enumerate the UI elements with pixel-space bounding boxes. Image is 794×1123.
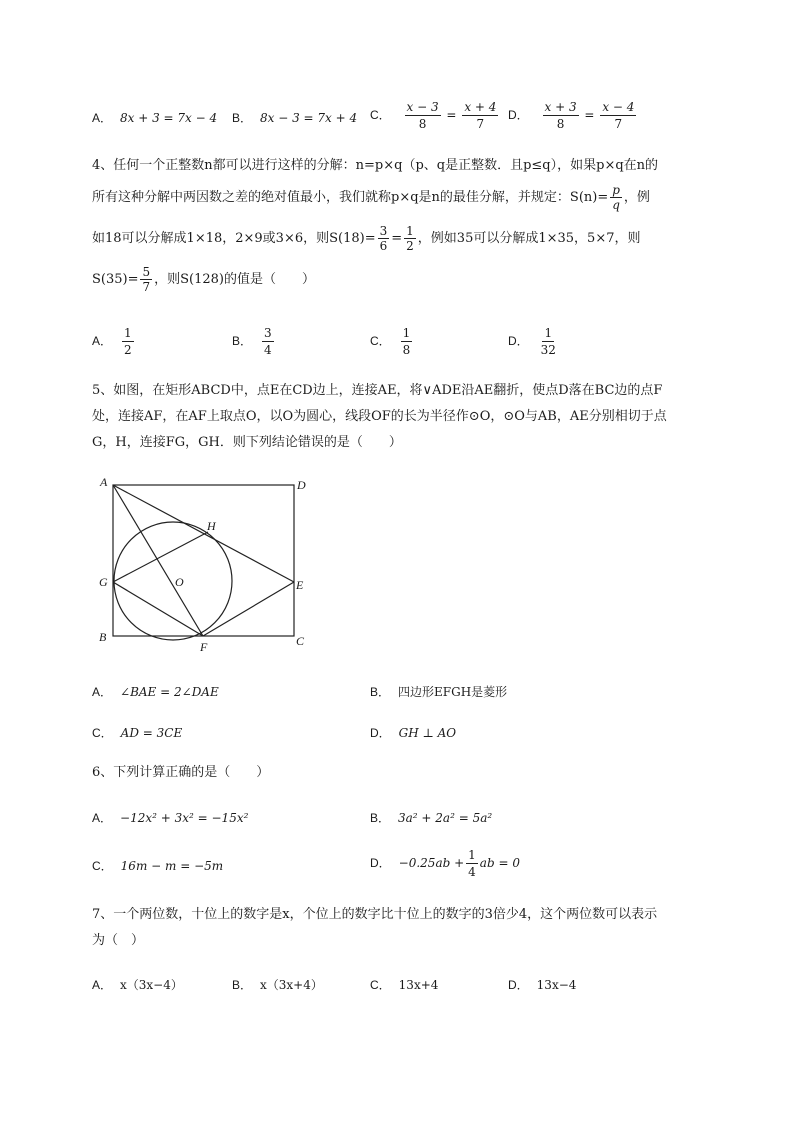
q4-line-3: 如18可以分解成1×18，2×9或3×6，则S(18)= $\frac{3}{6}$ = $\frac{1}{2}$ ，例如35可以分解成1×35，5×7，则 (92, 224, 641, 253)
fraction: $\frac{3}{4}$ (264, 326, 272, 357)
fraction: $\frac{x - 4}{7}$ (602, 100, 635, 131)
q6-option-c[interactable]: C． 16m − m = −5m (92, 859, 224, 873)
q7-option-c[interactable]: C． 13x+4 (370, 978, 439, 992)
q3-option-a[interactable]: A． 8x + 3 = 7x − 4 (92, 111, 218, 125)
q6-title: 6、下列计算正确的是（ ） (92, 765, 270, 780)
label-e: E (296, 578, 304, 592)
q4-line-2: 所有这种分解中两因数之差的绝对值最小，我们就称p×q是n的最佳分解，并规定：S(n)= $\frac{p}{q}$ ，例 (92, 183, 650, 212)
q7-option-b[interactable]: B． x（3x+4） (232, 978, 323, 992)
fraction: $\frac{1}{2}$ (406, 224, 414, 253)
q3-option-b[interactable]: B． 8x − 3 = 7x + 4 (232, 111, 358, 125)
label-f: F (200, 640, 208, 654)
q5-option-a[interactable]: A． ∠BAE = 2∠DAE (92, 685, 219, 699)
label-g: G (99, 575, 108, 589)
circle-o (114, 522, 232, 640)
q5-line-2: 处，连接AF，在AF上取点O，以O为圆心，线段OF的长为半径作⊙O，⊙O与AB，AE分别相切于点 (92, 409, 667, 424)
fraction: $\frac{1}{32}$ (540, 326, 556, 357)
fraction: $\frac{3}{6}$ (379, 224, 388, 253)
label-c: C (296, 634, 305, 648)
rectangle-abcd (113, 485, 294, 636)
label-b: B (99, 630, 107, 644)
fraction: $\frac{1}{8}$ (402, 326, 411, 357)
segment-gh (113, 532, 208, 582)
q3-option-c[interactable]: C． $\frac{x - 3}{8}$ = $\frac{x + 4}{7}$ (370, 100, 497, 131)
label-a: A (100, 475, 108, 489)
segment-gf (113, 582, 203, 636)
q5-line-3: G，H，连接FG，GH．则下列结论错误的是（ ） (92, 435, 402, 450)
segment-fe (203, 582, 294, 636)
q6-option-b[interactable]: B． 3a² + 2a² = 5a² (370, 811, 493, 825)
q7-line-1: 7、一个两位数，十位上的数字是x，个位上的数字比十位上的数字的3倍少4，这个两位数可以表示 (92, 907, 658, 922)
fraction: $\frac{1}{4}$ (468, 848, 476, 879)
q7-line-2: 为（ ） (92, 933, 145, 948)
q5-line-1: 5、如图，在矩形ABCD中，点E在CD边上，连接AE，将∨ADE沿AE翻折，使点D落在BC边的点F (92, 383, 663, 398)
fraction: $\frac{1}{2}$ (124, 326, 132, 357)
fraction: $\frac{x + 3}{8}$ (544, 100, 577, 131)
q4-option-c[interactable]: C． $\frac{1}{8}$ (370, 326, 411, 357)
q6-option-d[interactable]: D． −0.25ab + $\frac{1}{4}$ ab = 0 (370, 848, 520, 879)
q4-line-1: 4、任何一个正整数n都可以进行这样的分解：n=p×q（p、q是正整数．且p≤q），如果p×q在n的 (92, 158, 659, 173)
q3-option-d[interactable]: D． $\frac{x + 3}{8}$ = $\frac{x - 4}{7}$ (508, 100, 635, 131)
q4-line-4: S(35)= $\frac{5}{7}$ ，则S(128)的值是（ ） (92, 265, 315, 294)
q5-option-b[interactable]: B． 四边形EFGH是菱形 (370, 685, 508, 699)
q7-option-d[interactable]: D． 13x−4 (508, 978, 577, 992)
fraction: $\frac{5}{7}$ (142, 265, 151, 294)
fraction: $\frac{x - 3}{8}$ (406, 100, 439, 131)
label-h: H (207, 519, 216, 533)
geometry-figure (90, 470, 320, 660)
q5-option-c[interactable]: C． AD = 3CE (92, 726, 183, 740)
label-o: O (175, 575, 184, 589)
q4-option-d[interactable]: D． $\frac{1}{32}$ (508, 326, 556, 357)
q4-option-a[interactable]: A． $\frac{1}{2}$ (92, 326, 132, 357)
q7-option-a[interactable]: A． x（3x−4） (92, 978, 183, 992)
segment-af (113, 485, 203, 636)
fraction: $\frac{p}{q}$ (612, 183, 620, 212)
q4-option-b[interactable]: B． $\frac{3}{4}$ (232, 326, 272, 357)
fraction: $\frac{x + 4}{7}$ (464, 100, 497, 131)
q5-option-d[interactable]: D． GH ⊥ AO (370, 726, 457, 740)
label-d: D (297, 478, 306, 492)
q6-option-a[interactable]: A． −12x² + 3x² = −15x² (92, 811, 249, 825)
